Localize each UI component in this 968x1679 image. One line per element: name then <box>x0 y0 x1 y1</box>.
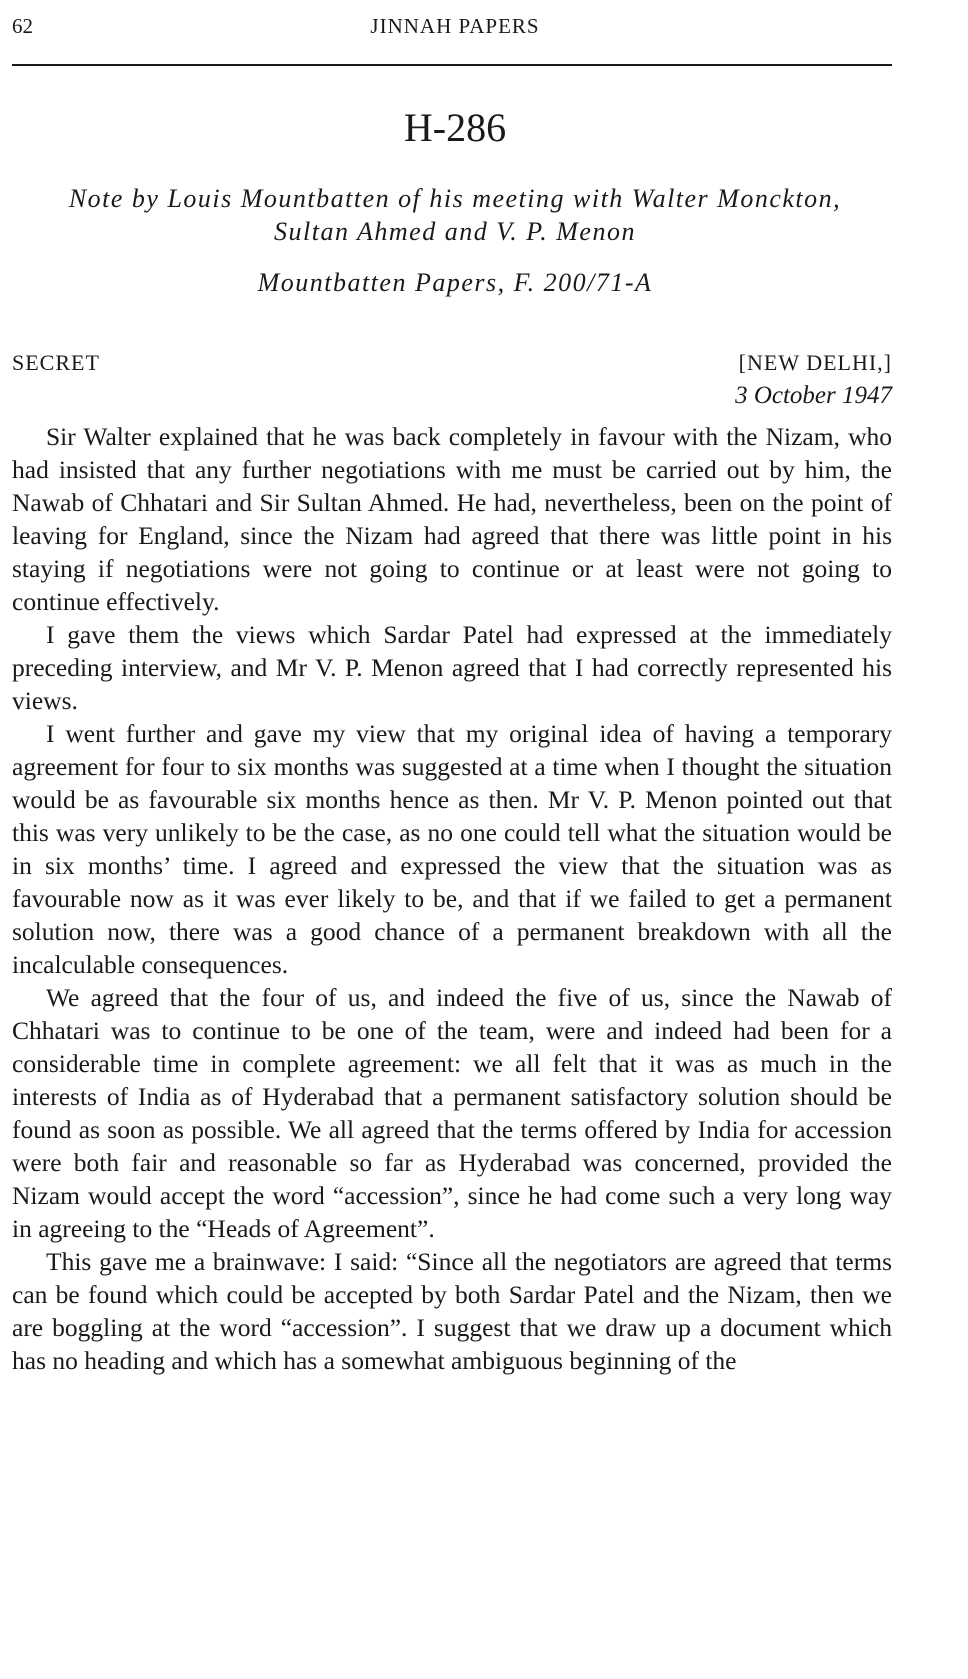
date-label: 3 October 1947 <box>735 382 892 409</box>
paragraph: Sir Walter explained that he was back completely in favour with the Nizam, who had insisted that any further negotiations with me must be carried out by him, the Nawab of Chhatari and Sir Sultan Ahmed. He had, nevertheless, been on the point of leaving for England, since the Nizam had agreed that there was little point in his staying if negotiations were not going to continue or at least were not going to continue effectively. <box>12 422 892 616</box>
paragraph: This gave me a brainwave: I said: “Since all the negotiators are agreed that terms can be found which could be accepted by both Sardar Patel and the Nizam, then we are boggling at the word “accession”. I suggest that we draw up a document which has no heading and which has a somewhat ambiguous beginning of the <box>12 1247 892 1375</box>
paragraph: I went further and gave my view that my original idea of having a temporary agreement for four to six months was suggested at a time when I thought the situation would be as favourable six months hence as then. Mr V. P. Menon pointed out that this was very unlikely to be the case, as no one could tell what the situation would be in six months’ time. I agreed and expressed the view that the situation was as favourable now as it was ever likely to be, and that if we failed to get a permanent solution now, there was a good chance of a permanent breakdown with all the incalculable consequences. <box>12 719 892 979</box>
place-label: [NEW DELHI,] <box>738 350 892 375</box>
paragraph: I gave them the views which Sardar Patel had expressed at the immediately preceding interview, and Mr V. P. Menon agreed that I had correctly represented his views. <box>12 620 892 715</box>
subtitle-line-2: Sultan Ahmed and V. P. Menon <box>274 217 636 246</box>
page-number: 62 <box>12 14 33 38</box>
body-text <box>12 420 892 1377</box>
classification-label: SECRET <box>12 350 100 375</box>
subtitle-line-1: Note by Louis Mountbatten of his meeting with Walter Monckton, <box>68 184 842 213</box>
header-rule <box>12 64 892 66</box>
document-id: H-286 <box>403 105 507 150</box>
running-head: JINNAH PAPERS <box>370 14 540 38</box>
paragraph: We agreed that the four of us, and indeed the five of us, since the Nawab of Chhatari was to continue to be one of the team, were and indeed had been for a considerable time in complete agreement: we all felt that it was as much in the interests of India as of Hyderabad that a permanent satisfactory solution should be found as soon as possible. We all agreed that the terms offered by India for accession were both fair and reasonable so far as Hyderabad was concerned, provided the Nizam would accept the word “accession”, since he had come such a very long way in agreeing to the “Heads of Agreement”. <box>12 983 892 1243</box>
document-subtitle <box>0 182 910 248</box>
document-source: Mountbatten Papers, F. 200/71-A <box>257 268 653 297</box>
